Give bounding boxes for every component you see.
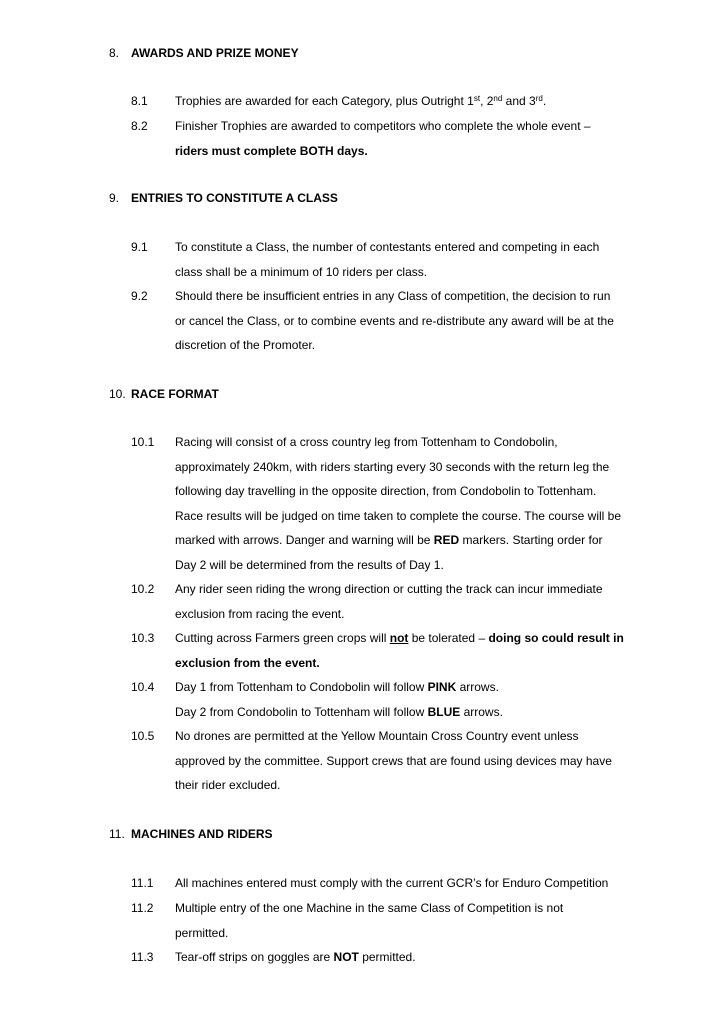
clause-line: Should there be insufficient entries in any Class of competition, the decision to run	[175, 289, 611, 303]
clause-text	[175, 284, 635, 358]
clause-text	[175, 577, 635, 626]
clause-number: 8.1	[131, 94, 148, 108]
section-number: 10.	[109, 387, 126, 401]
clause-line	[175, 675, 635, 700]
clause-number: 11.2	[131, 901, 154, 915]
text-run: , 2	[480, 94, 494, 108]
text-run: markers. Starting order for	[459, 533, 603, 547]
clause-line	[175, 139, 635, 164]
clause-number: 10.2	[131, 582, 155, 596]
bold-run: doing so could result in	[488, 631, 624, 645]
section-number: 8.	[109, 46, 120, 60]
clause-line: No drones are permitted at the Yellow Mountain Cross Country event unless	[175, 729, 579, 743]
clause-line	[175, 700, 635, 725]
clause-line	[175, 945, 635, 970]
clause-line: Any rider seen riding the wrong direction or cutting the track can incur immediate	[175, 582, 603, 596]
clause-number: 11.1	[131, 876, 154, 890]
section-10-heading	[109, 386, 219, 402]
section-8-heading	[109, 45, 299, 61]
bold-run: BLUE	[427, 704, 461, 719]
clause-line	[175, 89, 635, 114]
clause-text	[175, 89, 635, 114]
clause-line: class shall be a minimum of 10 riders per class.	[175, 264, 428, 279]
clause-line: approximately 240km, with riders starting every 30 seconds with the return leg the	[175, 459, 610, 474]
clause-number: 10.1	[131, 435, 155, 449]
clause-number: 10.4	[131, 680, 155, 694]
text-run: Day 2 from Condobolin to Tottenham will follow	[175, 704, 428, 719]
text-run: Tear-off strips on goggles are	[175, 950, 334, 964]
clause-text	[175, 675, 635, 724]
clause-line: exclusion from racing the event.	[175, 606, 345, 621]
clause-line: their rider excluded.	[175, 778, 281, 792]
clause-line: To constitute a Class, the number of contestants entered and competing in each	[175, 240, 600, 254]
clause-number: 11.3	[131, 950, 154, 964]
clause-text	[175, 235, 635, 284]
text-run: Trophies are awarded for each Category, plus Outright 1	[175, 94, 474, 108]
section-title: ENTRIES TO CONSTITUTE A CLASS	[131, 191, 338, 205]
text-run: Day 1 from Tottenham to Condobolin will follow	[175, 680, 428, 694]
superscript: nd	[493, 94, 503, 103]
clause-line: permitted.	[175, 925, 229, 940]
section-number: 11.	[109, 827, 125, 841]
section-9-heading	[109, 190, 338, 206]
clause-line: Finisher Trophies are awarded to competitors who complete the whole event –	[175, 119, 591, 133]
clause-line	[175, 528, 635, 553]
clause-line: approved by the committee. Support crews that are found using devices may have	[175, 753, 612, 768]
section-title: MACHINES AND RIDERS	[131, 827, 273, 841]
text-run: and 3	[502, 94, 536, 108]
bold-run: riders must complete BOTH days.	[175, 143, 368, 158]
clause-number: 9.2	[131, 289, 148, 303]
clause-number: 8.2	[131, 119, 148, 133]
bold-run: exclusion from the event.	[175, 655, 320, 670]
clause-line	[175, 626, 635, 651]
clause-line: Race results will be judged on time taken to complete the course. The course will be	[175, 508, 622, 523]
section-title: RACE FORMAT	[131, 387, 219, 401]
clause-number: 9.1	[131, 240, 148, 254]
text-run: marked with arrows. Danger and warning will be	[175, 533, 434, 547]
text-run: .	[542, 94, 547, 108]
section-number: 9.	[109, 191, 120, 205]
superscript: rd	[535, 94, 543, 103]
section-title: AWARDS AND PRIZE MONEY	[131, 46, 299, 60]
clause-text	[175, 430, 635, 577]
clause-line: All machines entered must comply with the current GCR’s for Enduro Competition	[175, 876, 609, 890]
text-run: arrows.	[460, 704, 503, 719]
clause-line: Multiple entry of the one Machine in the same Class of Competition is not	[175, 901, 564, 915]
clause-line: or cancel the Class, or to combine events and re-distribute any award will be at the	[175, 313, 614, 328]
clause-number: 10.5	[131, 729, 155, 743]
clause-text	[175, 896, 635, 945]
clause-line: Day 2 will be determined from the results of Day 1.	[175, 557, 444, 572]
clause-number: 10.3	[131, 631, 155, 645]
clause-text	[175, 626, 635, 675]
text-run: arrows.	[456, 680, 499, 694]
text-run: permitted.	[358, 950, 416, 964]
clause-text	[175, 871, 635, 896]
clause-line: Racing will consist of a cross country leg from Tottenham to Condobolin,	[175, 435, 558, 449]
bold-run: RED	[433, 533, 460, 547]
text-run: be tolerated –	[408, 631, 489, 645]
underlined-run: not	[389, 631, 409, 645]
superscript: st	[473, 94, 481, 103]
section-11-heading	[109, 826, 273, 842]
bold-run: NOT	[333, 950, 359, 964]
bold-run: PINK	[427, 680, 457, 694]
clause-line	[175, 651, 635, 676]
clause-text	[175, 114, 635, 163]
clause-line: discretion of the Promoter.	[175, 338, 316, 352]
clause-text	[175, 945, 635, 970]
clause-line: following day travelling in the opposite direction, from Condobolin to Tottenham.	[175, 484, 597, 498]
clause-text	[175, 724, 635, 798]
text-run: Cutting across Farmers green crops will	[175, 631, 390, 645]
